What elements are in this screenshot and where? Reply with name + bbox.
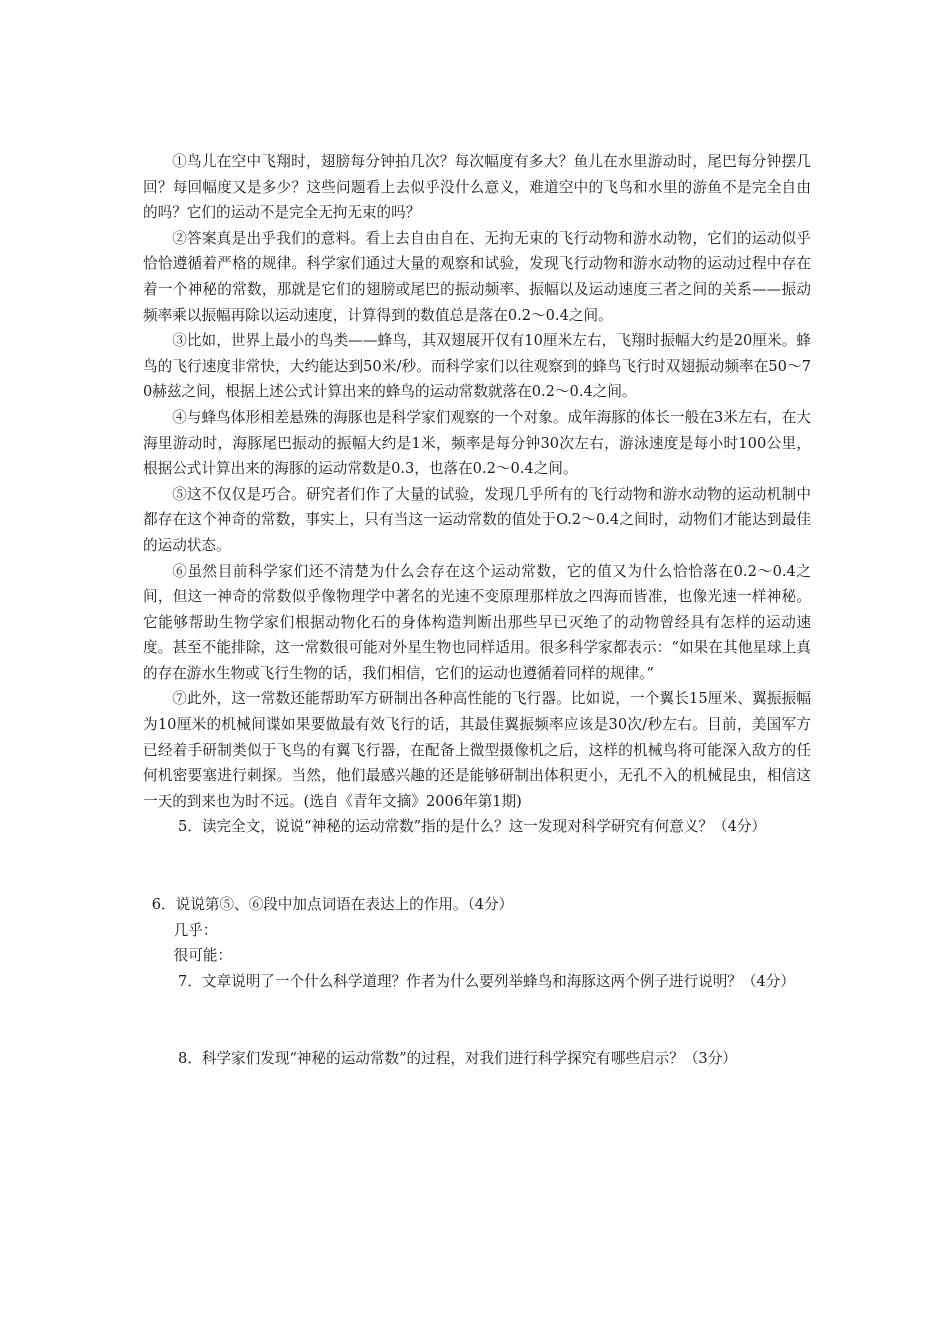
question-6: 6．说说第⑤、⑥段中加点词语在表达上的作用。（4分） [151,896,514,914]
paragraph-7: ⑦此外，这一常数还能帮助军方研制出各种高性能的飞行器。比如说，一个翼长15厘米、翼振振幅为10厘米的机械间谍如果要做最有效飞行的话，其最佳翼振频率应该是30次/秒左右。目前，美国军方已经着手研制类似于飞鸟的有翼飞行器，在配备上微型摄像机之后，这样的机械鸟将可能深入敌方的任何机密要塞进行刺探。当然，他们最感兴趣的还是能够研制出体积更小，无孔不入的机械昆虫，相信这一天的到来也为时不远。(选自《青年文摘》2006年第1期) [143,690,811,810]
document-body [143,149,811,1072]
question-6-item-jihu: 几乎： [173,921,218,939]
question-7: 7．文章说明了一个什么科学道理？作者为什么要列举蜂鸟和海豚这两个例子进行说明？（4分） [178,972,795,990]
paragraph-3: ③比如，世界上最小的鸟类——蜂鸟，其双翅展开仅有10厘米左右，飞翔时振幅大约是20厘米。蜂鸟的飞行速度非常快，大约能达到50米/秒。而科学家们以往观察到的蜂鸟飞行时双翅振动频率在50～70赫兹之间，根据上述公式计算出来的蜂鸟的运动常数就落在0.2～0.4之间。 [143,332,811,401]
question-5: 5．读完全文，说说“神秘的运动常数”指的是什么？这一发现对科学研究有何意义？（4分） [178,818,767,836]
question-6-item-henkeneng: 很可能： [173,947,233,965]
paragraph-1: ①鸟儿在空中飞翔时，翅膀每分钟拍几次？每次幅度有多大？鱼儿在水里游动时，尾巴每分钟摆几回？每回幅度又是多少？这些问题看上去似乎没什么意义，难道空中的飞鸟和水里的游鱼不是完全自由的吗？它们的运动不是完全无拘无束的吗？ [143,153,811,222]
paragraph-2: ②答案真是出乎我们的意料。看上去自由自在、无拘无束的飞行动物和游水动物，它们的运动似乎恰恰遵循着严格的规律。科学家们通过大量的观察和试验，发现飞行动物和游水动物的运动过程中存在着一个神秘的常数，那就是它们的翅膀或尾巴的振动频率、振幅以及运动速度三者之间的关系——振动频率乘以振幅再除以运动速度，计算得到的数值总是落在0.2～0.4之间。 [143,229,811,324]
paragraph-4: ④与蜂鸟体形相差悬殊的海豚也是科学家们观察的一个对象。成年海豚的体长一般在3米左右，在大海里游动时，海豚尾巴振动的振幅大约是1米，频率是每分钟30次左右，游泳速度是每小时100公里，根据公式计算出来的海豚的运动常数是0.3，也落在0.2～0.4之间。 [143,408,811,478]
paragraph-5: ⑤这不仅仅是巧合。研究者们作了大量的试验，发现几乎所有的飞行动物和游水动物的运动机制中都存在这个神奇的常数，事实上，只有当这一运动常数的值处于O.2～0.4之间时，动物们才能达到最佳的运动状态。 [143,485,811,554]
paragraph-6: ⑥虽然目前科学家们还不清楚为什么会存在这个运动常数，它的值又为什么恰恰落在0.2～0.4之间，但这一神奇的常数似乎像物理学中著名的光速不变原理那样放之四海而皆准，也像光速一样神秘。它能够帮助生物学家们根据动物化石的身体构造判断出那些早已灭绝了的动物曾经具有怎样的运动速度。甚至不能排除，这一常数很可能对外星生物也同样适用。很多科学家都表示：“如果在其他星球上真的存在游水生物或飞行生物的话，我们相信，它们的运动也遵循着同样的规律。” [143,562,811,682]
question-8: 8．科学家们发现“神秘的运动常数”的过程，对我们进行科学探究有哪些启示？（3分） [178,1050,737,1068]
